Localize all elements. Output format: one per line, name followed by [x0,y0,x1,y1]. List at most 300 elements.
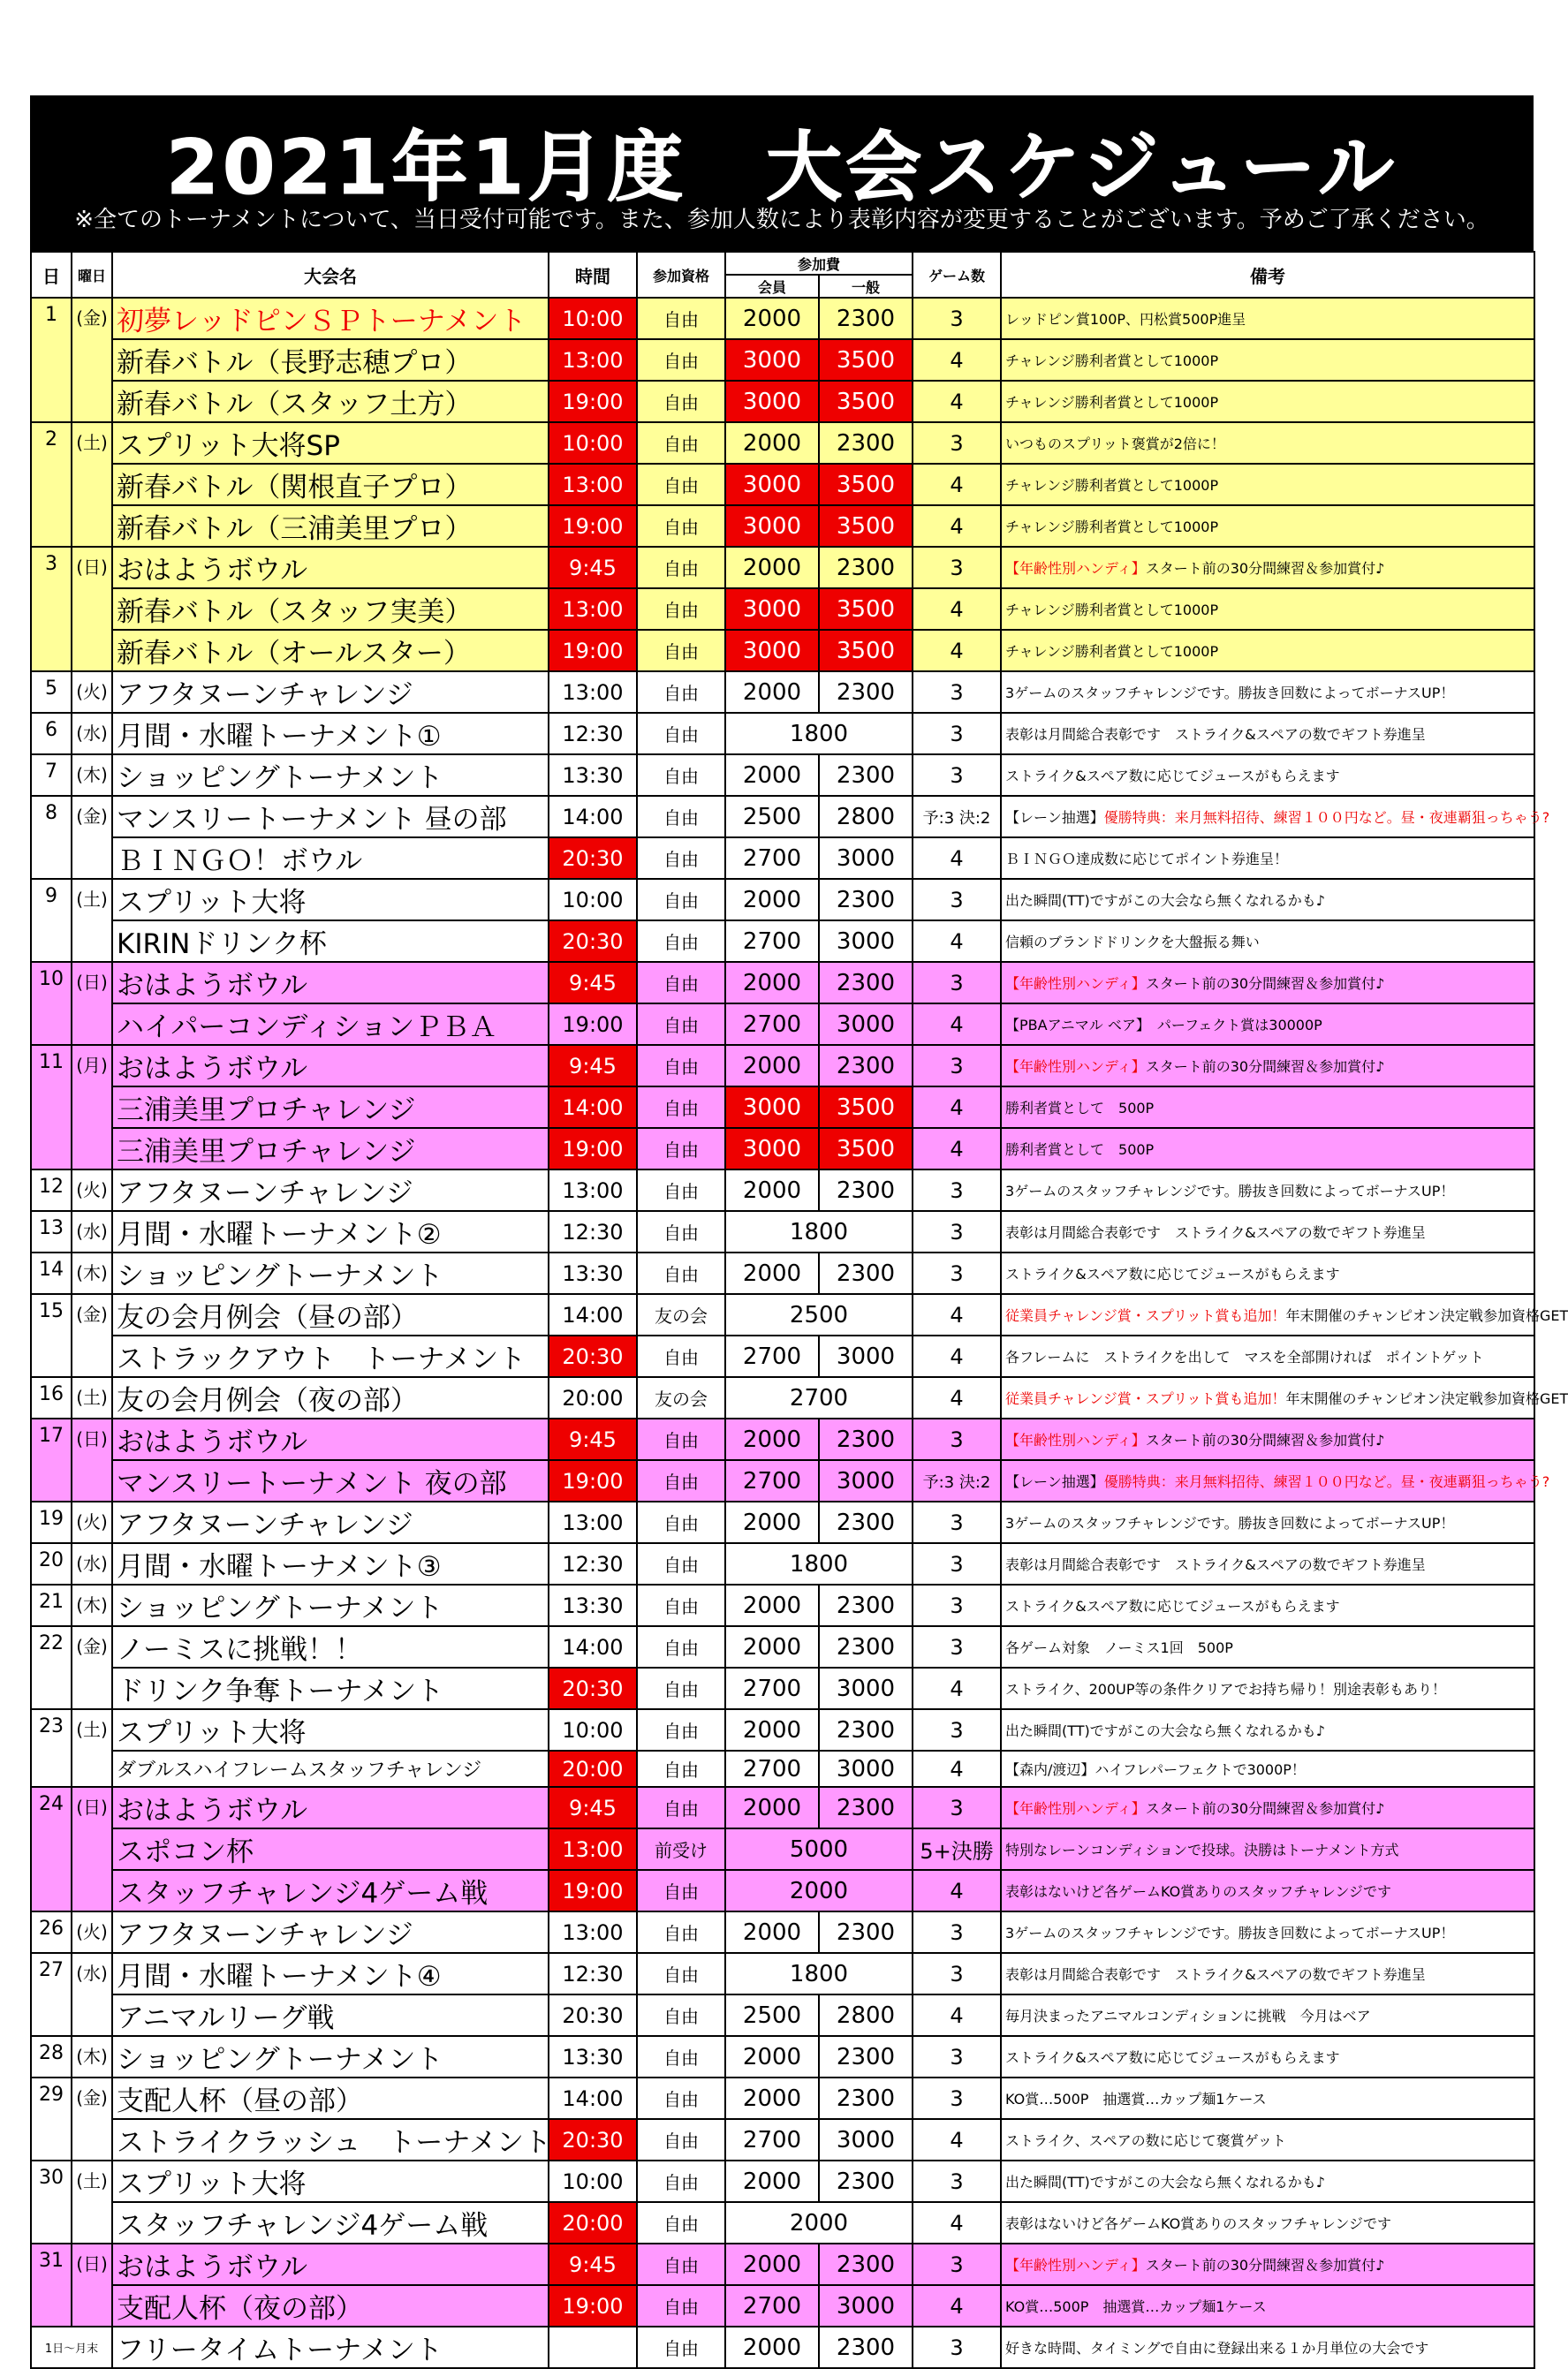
tournament-name: 月間・水曜トーナメント③ [112,1543,549,1585]
member-fee-cell: 2700 [725,920,819,962]
tournament-name: ダブルスハイフレームスタッフチャレンジ [112,1751,549,1787]
day-cell: 26 [31,1911,72,1953]
day-cell: 13 [31,1211,72,1253]
schedule-sheet [30,95,1568,2369]
table-row [31,1585,1534,1626]
qualification-cell: 自由 [637,2202,725,2244]
table-row [31,1086,1534,1128]
header-member: 会員 [725,275,819,298]
general-fee-cell: 3500 [819,339,913,381]
games-cell: 3 [913,1543,1001,1585]
fee-cell: 1800 [725,1543,913,1585]
tournament-name: ハイパーコンディションＰＢＡ [112,1003,549,1045]
table-row [31,630,1534,671]
time-cell: 19:00 [549,1003,637,1045]
table-row [31,837,1534,879]
day-cell: 16 [31,1377,72,1419]
time-cell: 14:00 [549,1086,637,1128]
weekday-cell: (土) [72,1709,112,1787]
table-row [31,1828,1534,1870]
qualification-cell: 自由 [637,1003,725,1045]
title-banner [30,95,1534,251]
note-cell: 各フレームに ストライクを出して マスを全部開ければ ポイントゲット [1001,1336,1534,1377]
day-cell: 1 [31,298,72,422]
note-cell: 表彰は月間総合表彰です ストライク&スペアの数でギフト券進呈 [1001,1211,1534,1253]
games-cell: 4 [913,381,1001,422]
qualification-cell: 自由 [637,1709,725,1751]
member-fee-cell: 2000 [725,2078,819,2119]
general-fee-cell: 3500 [819,381,913,422]
tournament-name: ＢＩＮＧＯ！ボウル [112,837,549,879]
weekday-cell: (火) [72,1911,112,1953]
member-fee-cell: 3000 [725,505,819,547]
qualification-cell: 自由 [637,962,725,1003]
day-cell: 22 [31,1626,72,1709]
general-fee-cell: 2300 [819,1169,913,1211]
note-text: 優勝特典：来月無料招待、練習１００円など。昼・夜連覇狙っちゃう? [1103,809,1550,826]
table-row [31,505,1534,547]
note-text: スタート前の30分間練習＆参加賞付♪ [1145,1800,1385,1817]
note-cell [1001,2244,1534,2285]
general-fee-cell: 3000 [819,2119,913,2161]
table-row [31,2078,1534,2119]
general-fee-cell: 3500 [819,464,913,505]
note-cell: 3ゲームのスタッフチャレンジです。勝抜き回数によってボーナスUP！ [1001,1169,1534,1211]
time-cell: 10:00 [549,2161,637,2202]
tournament-name: スプリット大将 [112,879,549,920]
time-cell: 13:00 [549,1828,637,1870]
general-fee-cell: 2300 [819,2327,913,2368]
general-fee-cell: 2300 [819,1502,913,1543]
table-row [31,1626,1534,1668]
games-cell: 4 [913,920,1001,962]
general-fee-cell: 3000 [819,837,913,879]
time-cell: 14:00 [549,1294,637,1336]
tournament-name: アニマルリーグ戦 [112,1994,549,2036]
table-row [31,1502,1534,1543]
time-cell: 20:30 [549,1336,637,1377]
qualification-cell: 自由 [637,713,725,754]
qualification-cell: 自由 [637,2161,725,2202]
weekday-cell: (日) [72,1787,112,1911]
member-fee-cell: 2000 [725,1169,819,1211]
member-fee-cell: 3000 [725,588,819,630]
table-row [31,713,1534,754]
games-cell: 4 [913,339,1001,381]
table-row [31,2285,1534,2327]
notice-text: ※全てのトーナメントについて、当日受付可能です。また、参加人数により表彰内容が変更することがございます。予めご了承ください。 [74,207,1489,233]
time-cell: 12:30 [549,1543,637,1585]
fee-cell: 2500 [725,1294,913,1336]
time-cell: 10:00 [549,879,637,920]
table-row [31,1419,1534,1460]
note-cell: ストライク&スペア数に応じてジュースがもらえます [1001,754,1534,796]
general-fee-cell: 2300 [819,1045,913,1086]
member-fee-cell: 2000 [725,962,819,1003]
games-cell: 3 [913,1253,1001,1294]
member-fee-cell: 3000 [725,1086,819,1128]
qualification-cell: 自由 [637,2036,725,2078]
note-cell: 表彰はないけど各ゲームKO賞ありのスタッフチャレンジです [1001,1870,1534,1911]
general-fee-cell: 3000 [819,2285,913,2327]
tournament-name: 友の会月例会（昼の部） [112,1294,549,1336]
table-row [31,1294,1534,1336]
qualification-cell: 自由 [637,464,725,505]
note-text: スタート前の30分間練習＆参加賞付♪ [1145,1058,1385,1075]
qualification-cell: 前受け [637,1828,725,1870]
member-fee-cell: 2700 [725,1336,819,1377]
games-cell: 3 [913,879,1001,920]
note-cell: チャレンジ勝利者賞として1000P [1001,505,1534,547]
tournament-name: 新春バトル（オールスター） [112,630,549,671]
weekday-cell: (土) [72,1377,112,1419]
day-cell: 30 [31,2161,72,2244]
note-cell [1001,1045,1534,1086]
qualification-cell: 友の会 [637,1377,725,1419]
table-row [31,962,1534,1003]
qualification-cell: 自由 [637,1211,725,1253]
note-cell: 3ゲームのスタッフチャレンジです。勝抜き回数によってボーナスUP！ [1001,1502,1534,1543]
note-label: 【年齢性別ハンディ】 [1005,560,1146,577]
note-cell: ストライク&スペア数に応じてジュースがもらえます [1001,2036,1534,2078]
general-fee-cell: 2300 [819,547,913,588]
games-cell: 4 [913,1336,1001,1377]
weekday-cell: (日) [72,962,112,1045]
games-cell: 3 [913,547,1001,588]
fee-cell: 2700 [725,1377,913,1419]
member-fee-cell: 2000 [725,1626,819,1668]
qualification-cell: 自由 [637,1128,725,1169]
time-cell: 13:00 [549,588,637,630]
day-cell: 3 [31,547,72,671]
tournament-name: おはようボウル [112,1045,549,1086]
time-cell: 13:30 [549,1585,637,1626]
table-row [31,298,1534,339]
general-fee-cell: 2300 [819,2161,913,2202]
time-cell: 13:30 [549,754,637,796]
general-fee-cell: 2800 [819,1994,913,2036]
qualification-cell: 自由 [637,1585,725,1626]
time-cell: 13:00 [549,1502,637,1543]
general-fee-cell: 3000 [819,920,913,962]
table-row [31,381,1534,422]
table-row [31,754,1534,796]
tournament-name: ショッピングトーナメント [112,1585,549,1626]
tournament-name: 三浦美里プロチャレンジ [112,1128,549,1169]
note-cell: 出た瞬間(TT)ですがこの大会なら無くなれるかも♪ [1001,2161,1534,2202]
qualification-cell: 自由 [637,1336,725,1377]
general-fee-cell: 2300 [819,2036,913,2078]
qualification-cell: 自由 [637,671,725,713]
tournament-name: フリータイムトーナメント [112,2327,549,2368]
games-cell: 4 [913,2202,1001,2244]
qualification-cell: 友の会 [637,1294,725,1336]
member-fee-cell: 2000 [725,879,819,920]
member-fee-cell: 2000 [725,1709,819,1751]
general-fee-cell: 3500 [819,588,913,630]
member-fee-cell: 2700 [725,837,819,879]
qualification-cell: 自由 [637,1543,725,1585]
general-fee-cell: 3000 [819,1336,913,1377]
table-row [31,2327,1534,2368]
header-fee: 参加費 [725,252,913,275]
table-row [31,1953,1534,1994]
tournament-name: 月間・水曜トーナメント② [112,1211,549,1253]
member-fee-cell: 2000 [725,1911,819,1953]
member-fee-cell: 3000 [725,381,819,422]
weekday-cell: (木) [72,754,112,796]
tournament-name: ノーミスに挑戦！！ [112,1626,549,1668]
table-row [31,1543,1534,1585]
weekday-cell: (金) [72,796,112,879]
games-cell: 3 [913,298,1001,339]
table-row [31,1751,1534,1787]
weekday-cell: (月) [72,1045,112,1169]
tournament-name: 月間・水曜トーナメント① [112,713,549,754]
time-cell: 19:00 [549,381,637,422]
qualification-cell: 自由 [637,339,725,381]
time-cell: 13:00 [549,671,637,713]
note-cell [1001,547,1534,588]
tournament-name: おはようボウル [112,1787,549,1828]
day-cell: 19 [31,1502,72,1543]
note-cell: 勝利者賞として 500P [1001,1128,1534,1169]
table-row [31,422,1534,464]
fee-cell: 1800 [725,1211,913,1253]
games-cell: 4 [913,1668,1001,1709]
day-cell: 29 [31,2078,72,2161]
note-cell: 信頼のブランドドリンクを大盤振る舞い [1001,920,1534,962]
member-fee-cell: 2000 [725,754,819,796]
weekday-cell: (水) [72,1211,112,1253]
general-fee-cell: 3000 [819,1460,913,1502]
note-label: 【年齢性別ハンディ】 [1005,1058,1146,1075]
time-cell: 13:00 [549,1169,637,1211]
qualification-cell: 自由 [637,837,725,879]
weekday-cell: (日) [72,1419,112,1502]
tournament-name: スタッフチャレンジ4ゲーム戦 [112,1870,549,1911]
qualification-cell: 自由 [637,879,725,920]
member-fee-cell: 2000 [725,2327,819,2368]
general-fee-cell: 3500 [819,1128,913,1169]
weekday-cell: (日) [72,2244,112,2327]
general-fee-cell: 3000 [819,1751,913,1787]
note-label: 従業員チャレンジ賞・スプリット賞も追加！ [1005,1390,1286,1407]
member-fee-cell: 2000 [725,1045,819,1086]
time-cell: 12:30 [549,1953,637,1994]
table-row [31,1460,1534,1502]
games-cell: 4 [913,1751,1001,1787]
schedule-table [30,251,1568,2369]
day-cell: 2 [31,422,72,547]
qualification-cell: 自由 [637,1253,725,1294]
note-cell [1001,1787,1534,1828]
games-cell: 3 [913,1211,1001,1253]
games-cell: 4 [913,505,1001,547]
member-fee-cell: 2700 [725,1751,819,1787]
tournament-name: マンスリートーナメント 昼の部 [112,796,549,837]
time-cell: 13:00 [549,464,637,505]
general-fee-cell: 2300 [819,754,913,796]
qualification-cell: 自由 [637,796,725,837]
note-text: 年末開催のチャンピオン決定戦参加資格GET [1285,1390,1568,1407]
time-cell: 10:00 [549,1709,637,1751]
qualification-cell: 自由 [637,2327,725,2368]
note-text: スタート前の30分間練習＆参加賞付♪ [1145,560,1385,577]
general-fee-cell: 2300 [819,1626,913,1668]
general-fee-cell: 2800 [819,796,913,837]
time-cell: 14:00 [549,1626,637,1668]
weekday-cell: (水) [72,1953,112,2036]
member-fee-cell: 2000 [725,298,819,339]
qualification-cell: 自由 [637,2244,725,2285]
note-label: 従業員チャレンジ賞・スプリット賞も追加！ [1005,1307,1286,1324]
games-cell: 3 [913,754,1001,796]
table-row [31,2244,1534,2285]
weekday-cell: (日) [72,547,112,671]
time-cell: 20:30 [549,2119,637,2161]
games-cell: 4 [913,464,1001,505]
tournament-name: おはようボウル [112,962,549,1003]
tournament-name: 支配人杯（昼の部） [112,2078,549,2119]
table-row [31,1787,1534,1828]
note-cell [1001,1460,1550,1502]
qualification-cell: 自由 [637,630,725,671]
header-qualification: 参加資格 [637,252,725,298]
note-cell: 表彰は月間総合表彰です ストライク&スペアの数でギフト券進呈 [1001,713,1534,754]
note-label: 【年齢性別ハンディ】 [1005,1432,1146,1449]
games-cell: 3 [913,713,1001,754]
general-fee-cell: 2300 [819,1253,913,1294]
header-note: 備考 [1001,252,1534,298]
qualification-cell: 自由 [637,1870,725,1911]
note-cell: KO賞…500P 抽選賞…カップ麺1ケース [1001,2285,1534,2327]
general-fee-cell: 3000 [819,1003,913,1045]
table-row [31,1336,1534,1377]
time-cell: 9:45 [549,547,637,588]
note-cell: KO賞…500P 抽選賞…カップ麺1ケース [1001,2078,1534,2119]
header-time: 時間 [549,252,637,298]
table-row [31,1045,1534,1086]
table-row [31,1211,1534,1253]
header-name: 大会名 [112,252,549,298]
games-cell: 4 [913,1294,1001,1336]
time-cell: 12:30 [549,713,637,754]
time-cell: 14:00 [549,2078,637,2119]
note-cell [1001,1419,1534,1460]
weekday-cell: (金) [72,298,112,422]
day-cell: 27 [31,1953,72,2036]
day-cell: 14 [31,1253,72,1294]
member-fee-cell: 2000 [725,2244,819,2285]
note-label: 【年齢性別ハンディ】 [1005,975,1146,992]
general-fee-cell: 2300 [819,2244,913,2285]
tournament-name: マンスリートーナメント 夜の部 [112,1460,549,1502]
note-cell: 各ゲーム対象 ノーミス1回 500P [1001,1626,1534,1668]
tournament-name: アフタヌーンチャレンジ [112,1502,549,1543]
tournament-name: ショッピングトーナメント [112,754,549,796]
time-cell: 9:45 [549,1419,637,1460]
games-cell: 4 [913,1870,1001,1911]
qualification-cell: 自由 [637,1787,725,1828]
note-cell: 特別なレーンコンディションで投球。決勝はトーナメント方式 [1001,1828,1534,1870]
note-cell: いつものスプリット褒賞が2倍に！ [1001,422,1534,464]
weekday-cell: (土) [72,2161,112,2244]
table-row [31,1994,1534,2036]
note-cell: レッドピン賞100P、円松賞500P進呈 [1001,298,1534,339]
day-cell: 11 [31,1045,72,1169]
table-row [31,1870,1534,1911]
tournament-name: スタッフチャレンジ4ゲーム戦 [112,2202,549,2244]
games-cell: 3 [913,1953,1001,1994]
games-cell: 3 [913,1502,1001,1543]
member-fee-cell: 2000 [725,1787,819,1828]
qualification-cell: 自由 [637,1751,725,1787]
qualification-cell: 自由 [637,2285,725,2327]
tournament-name: ストラックアウト トーナメント [112,1336,549,1377]
day-cell: 20 [31,1543,72,1585]
member-fee-cell: 2000 [725,1253,819,1294]
table-row [31,1128,1534,1169]
tournament-name: アフタヌーンチャレンジ [112,1169,549,1211]
table-row [31,2119,1534,2161]
weekday-cell: (金) [72,1626,112,1709]
note-cell [1001,1377,1568,1419]
general-fee-cell: 2300 [819,1419,913,1460]
general-fee-cell: 2300 [819,879,913,920]
member-fee-cell: 2000 [725,1502,819,1543]
qualification-cell: 自由 [637,1911,725,1953]
tournament-name: ショッピングトーナメント [112,2036,549,2078]
member-fee-cell: 3000 [725,464,819,505]
table-row [31,1709,1534,1751]
time-cell: 19:00 [549,1460,637,1502]
weekday-cell: (木) [72,1253,112,1294]
games-cell: 3 [913,1169,1001,1211]
games-cell: 3 [913,1585,1001,1626]
header-dow: 曜日 [72,252,112,298]
note-cell: ストライク&スペア数に応じてジュースがもらえます [1001,1253,1534,1294]
table-row [31,1911,1534,1953]
games-cell: 4 [913,2119,1001,2161]
tournament-name: スプリット大将 [112,2161,549,2202]
general-fee-cell: 2300 [819,2078,913,2119]
note-cell: ＢＩＮＧＯ達成数に応じてポイント券進呈！ [1001,837,1534,879]
note-label: 【年齢性別ハンディ】 [1005,1800,1146,1817]
weekday-cell: (火) [72,671,112,713]
tournament-name: 新春バトル（三浦美里プロ） [112,505,549,547]
member-fee-cell: 3000 [725,630,819,671]
day-cell: 9 [31,879,72,962]
time-cell: 20:30 [549,920,637,962]
tournament-name: 友の会月例会（夜の部） [112,1377,549,1419]
member-fee-cell: 2000 [725,1419,819,1460]
day-cell: 12 [31,1169,72,1211]
member-fee-cell: 3000 [725,339,819,381]
member-fee-cell: 2000 [725,547,819,588]
weekday-cell: (土) [72,422,112,547]
note-cell: 出た瞬間(TT)ですがこの大会なら無くなれるかも♪ [1001,879,1534,920]
note-cell: ストライク&スペア数に応じてジュースがもらえます [1001,1585,1534,1626]
table-row [31,1169,1534,1211]
note-text: スタート前の30分間練習＆参加賞付♪ [1145,1432,1385,1449]
day-cell: 7 [31,754,72,796]
note-cell [1001,1294,1568,1336]
time-cell: 13:00 [549,339,637,381]
games-cell: 3 [913,962,1001,1003]
qualification-cell: 自由 [637,2119,725,2161]
table-row [31,588,1534,630]
